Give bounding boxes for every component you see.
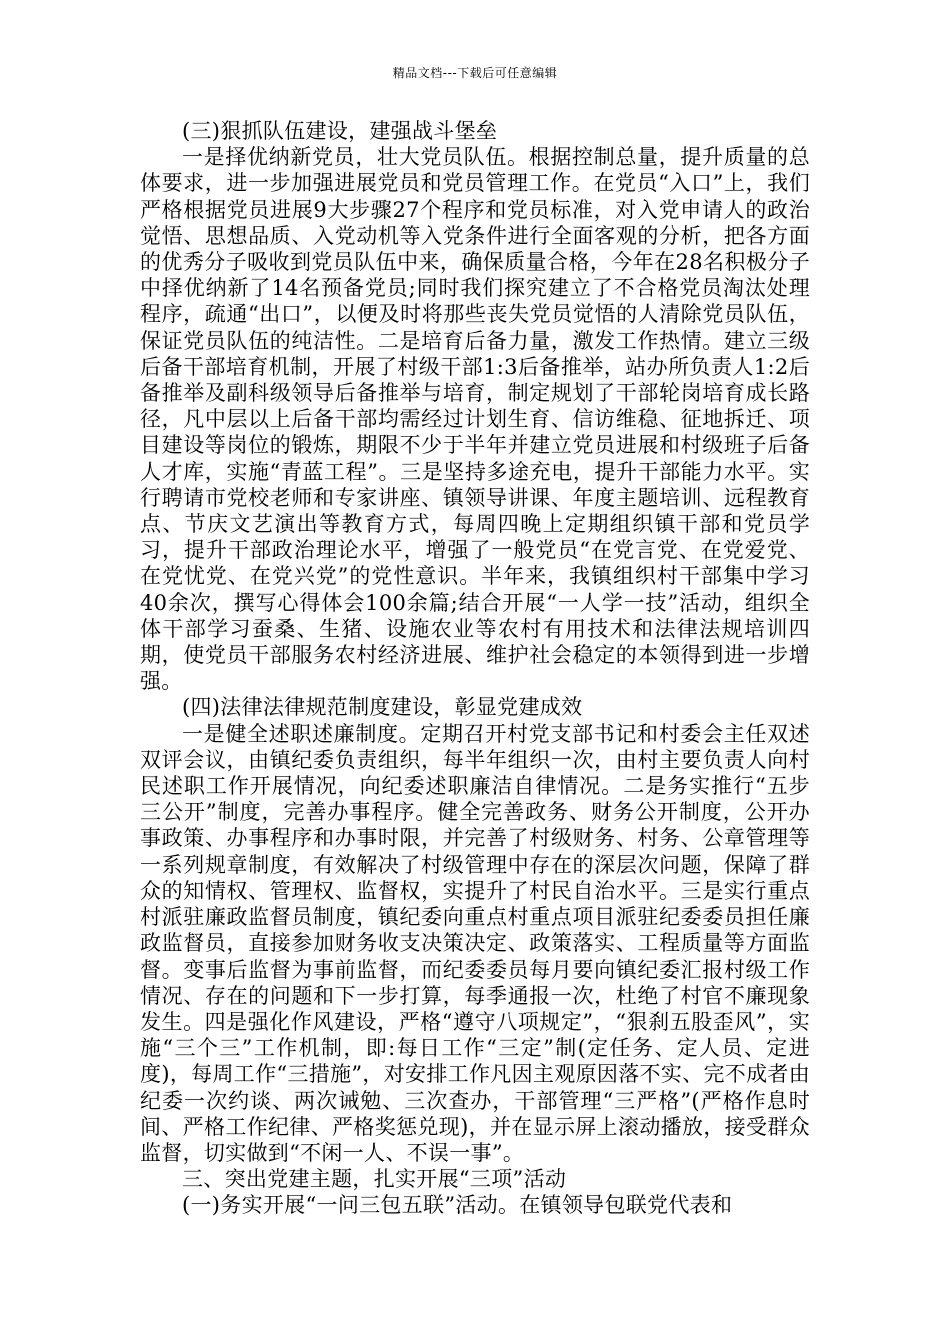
section-heading-3: (三)狠抓队伍建设，建强战斗堡垒 xyxy=(182,119,498,143)
section-heading-4: (四)法律法律规范制度建设，彰显党建成效 xyxy=(182,695,583,720)
document-body xyxy=(140,118,810,1219)
page-header: 精品文档---下载后可任意编辑 xyxy=(392,66,558,80)
body-paragraph: 一是择优纳新党员，壮大党员队伍。根据控制总量，提升质量的总体要求，进一步加强进展党员和党员管理工作。在党员“入口”上，我们严格根据党员进展9大步骤27个程序和党员标准，对入党申请人的政治觉悟、思想品质、入党动机等入党条件进行全面客观的分析，把各方面的优秀分子吸收到党员队伍中来，确保质量合格，今年在28名积极分子中择优纳新了14名预备党员;同时我们探究建立了不合格党员淘汰处理程序，疏通“出口”，以便及时将那些丧失党员觉悟的人清除党员队伍，保证党员队伍的纯洁性。二是培育后备力量，激发工作热情。建立三级后备干部培育机制，开展了村级干部1:3后备推举，站办所负责人1:2后备推举及副科级领导后备推举与培育，制定规划了干部轮岗培育成长路径，凡中层以上后备干部均需经过计划生育、信访维稳、征地拆迁、项目建设等岗位的锻炼，期限不少于半年并建立党员进展和村级班子后备人才库，实施“青蓝工程”。三是坚持多途充电，提升干部能力水平。实行聘请市党校老师和专家讲座、镇领导讲课、年度主题培训、远程教育点、节庆文艺演出等教育方式，每周四晚上定期组织镇干部和党员学习，提升干部政治理论水平，增强了一般党员“在党言党、在党爱党、在党忧党、在党兴党”的党性意识。半年来，我镇组织村干部集中学习40余次，撰写心得体会100余篇;结合开展“一人学一技”活动，组织全体干部学习蚕桑、生猪、设施农业等农村有用技术和法律法规培训四期，使党员干部服务农村经济进展、维护社会稳定的本领得到进一步增强。 xyxy=(140,145,810,694)
chapter-heading-3: 三、突出党建主题，扎实开展“三项”活动 xyxy=(182,1167,567,1192)
body-paragraph: 一是健全述职述廉制度。定期召开村党支部书记和村委会主任双述双评会议，由镇纪委负责组织，每半年组织一次，由村主要负责人向村民述职工作开展情况，向纪委述职廉洁自律情况。二是务实推行“五步三公开”制度，完善办事程序。健全完善政务、财务公开制度，公开办事政策、办事程序和办事时限，并完善了村级财务、村务、公章管理等一系列规章制度，有效解决了村级管理中存在的深层次问题，保障了群众的知情权、管理权、监督权，实提升了村民自治水平。三是实行重点村派驻廉政监督员制度，镇纪委向重点村重点项目派驻纪委委员担任廉政监督员，直接参加财务收支决策决定、政策落实、工程质量等方面监督。变事后监督为事前监督，而纪委委员每月要向镇纪委汇报村级工作情况、存在的问题和下一步打算，每季通报一次，杜绝了村官不廉现象发生。四是强化作风建设，严格“遵守八项规定”，“狠刹五股歪风”，实施“三个三”工作机制，即:每日工作“三定”制(定任务、定人员、定进度)，每周工作“三措施”，对安排工作凡因主观原因落不实、完不成者由纪委一次约谈、两次诫勉、三次查办，干部管理“三严格”(严格作息时间、严格工作纪律、严格奖惩兑现)，并在显示屏上滚动播放，接受群众监督，切实做到“不闲一人、不误一事”。 xyxy=(140,721,810,1165)
body-paragraph: (一)务实开展“一问三包五联”活动。在镇领导包联党代表和 xyxy=(182,1193,733,1218)
